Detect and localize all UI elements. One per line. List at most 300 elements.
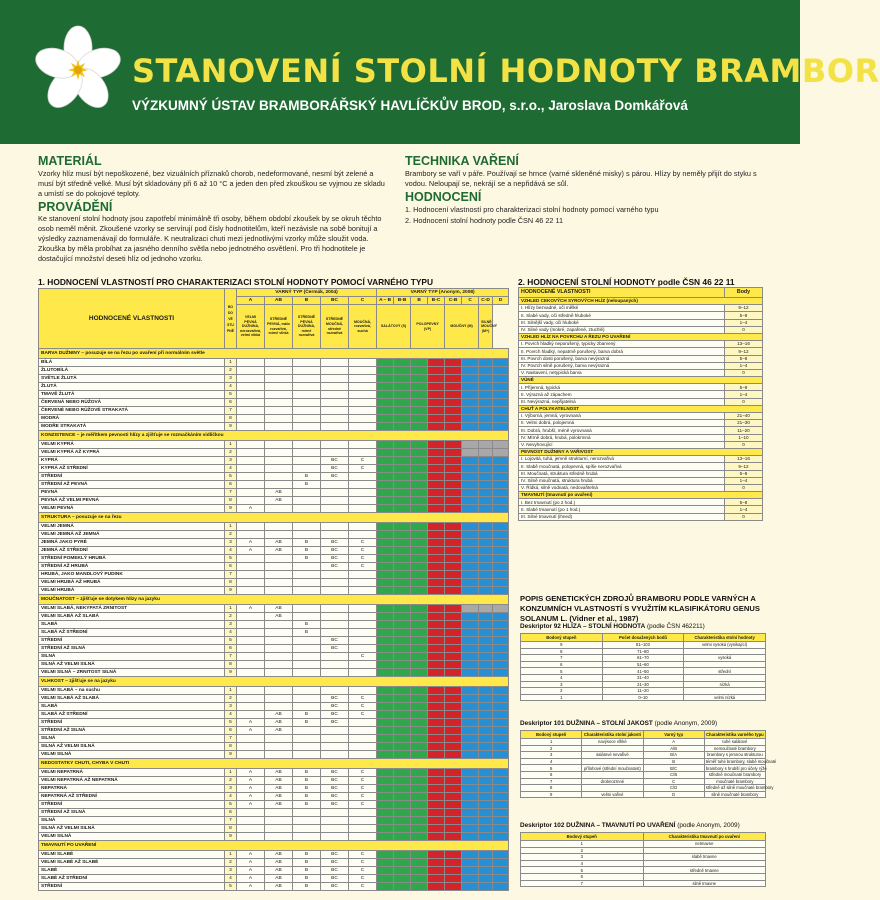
vt1-cell xyxy=(321,407,349,415)
vt1-cell xyxy=(293,531,321,539)
vt1-cell: BC xyxy=(321,719,349,727)
degree-value: 9 xyxy=(225,423,237,431)
table2-group-row xyxy=(519,298,763,305)
vt2-color-cell xyxy=(445,531,462,539)
vt1-cell xyxy=(349,751,377,759)
descriptor-cell: moučnaté brambory xyxy=(704,778,765,785)
vt2-color-cell xyxy=(394,399,411,407)
property-label: III. Silnější vady, oči hluboké xyxy=(519,319,725,326)
vt1-code: C xyxy=(349,297,377,305)
vt1-cell xyxy=(265,449,293,457)
vt2-color-cell xyxy=(462,703,479,711)
degree-value: 6 xyxy=(225,645,237,653)
vt2-color-cell xyxy=(462,367,479,375)
descriptor-cell: 41–50 xyxy=(602,668,684,675)
property-label: II. Povrch hladký, nepatrně porušený, barva dobrá xyxy=(519,348,725,355)
vt2-color-cell xyxy=(479,383,493,391)
vt2-color-cell xyxy=(377,457,394,465)
table1-row xyxy=(39,785,509,793)
vt2-color-cell xyxy=(411,669,428,677)
vt1-cell xyxy=(349,391,377,399)
vt2-color-cell xyxy=(411,605,428,613)
property-label: V. Řídká, silně vodnatá, nedovařitelná xyxy=(519,484,725,491)
vt2-color-cell xyxy=(445,743,462,751)
vt1-cell xyxy=(349,415,377,423)
property-label: STŘEDNÍ xyxy=(39,801,225,809)
vt1-cell: BC xyxy=(321,457,349,465)
vt2-color-cell xyxy=(462,743,479,751)
property-label: STŘEDNÍ POMEKLÝ HRUBÁ xyxy=(39,555,225,563)
degree-value: 2 xyxy=(225,695,237,703)
vt2-color-cell xyxy=(377,735,394,743)
vt2-color-cell xyxy=(462,751,479,759)
vt2-color-cell xyxy=(394,359,411,367)
vt2-color-cell xyxy=(428,399,445,407)
descriptor-cell: přílohové (střední moučnatost) xyxy=(582,765,643,772)
vt2-color-cell xyxy=(411,661,428,669)
vt2-color-cell xyxy=(428,653,445,661)
vt1-cell xyxy=(293,391,321,399)
vt2-color-cell xyxy=(428,793,445,801)
vt1-cell xyxy=(237,375,265,383)
vt1-cell xyxy=(237,399,265,407)
vt2-color-cell xyxy=(445,809,462,817)
table1-row xyxy=(39,605,509,613)
vt2-color-cell xyxy=(394,751,411,759)
property-label: V. Nastavení, netypická barva xyxy=(519,369,725,376)
descriptor-cell xyxy=(582,745,643,752)
vt2-color-cell xyxy=(428,833,445,841)
vt2-color-cell xyxy=(394,505,411,513)
vt2-color-cell xyxy=(394,645,411,653)
vt2-code: B-B xyxy=(394,297,411,305)
vt1-cell: AB xyxy=(265,777,293,785)
vt1-cell: BC xyxy=(321,793,349,801)
descriptor-cell: 7 xyxy=(521,880,644,887)
vt2-color-cell xyxy=(462,579,479,587)
vt2-color-cell xyxy=(428,547,445,555)
vt2-color-cell xyxy=(428,743,445,751)
table2-group-row xyxy=(519,377,763,384)
vt2-color-cell xyxy=(377,613,394,621)
table1-row xyxy=(39,547,509,555)
property-label: I. Bez tmavnutí (po 2 hod.) xyxy=(519,499,725,506)
vt2-color-cell xyxy=(411,391,428,399)
table1-row xyxy=(39,801,509,809)
degree-value: 2 xyxy=(225,613,237,621)
vt2-color-cell xyxy=(394,809,411,817)
vt2-color-cell xyxy=(394,825,411,833)
table1-row xyxy=(39,407,509,415)
vt2-color-cell xyxy=(445,785,462,793)
property-label: VELMI PEVNÁ xyxy=(39,505,225,513)
vt1-cell xyxy=(349,621,377,629)
vt2-color-cell xyxy=(462,719,479,727)
vt1-cell: B xyxy=(293,793,321,801)
vt1-cell xyxy=(237,621,265,629)
table2-row xyxy=(519,427,763,434)
vt2-color-cell xyxy=(394,555,411,563)
vt2-color-cell xyxy=(493,859,509,867)
vt1-cell xyxy=(237,653,265,661)
vt1-cell: A xyxy=(237,777,265,785)
vt2-color-cell xyxy=(493,817,509,825)
property-label: IV. Mírně dobrá, hrubá, polokrmná xyxy=(519,434,725,441)
vt2-color-cell xyxy=(428,883,445,891)
vt2-color-cell xyxy=(479,497,493,505)
vt1-cell: BC xyxy=(321,547,349,555)
vt2-color-cell xyxy=(479,613,493,621)
group-label: TMAVNUTÍ PO UVAŘENÍ xyxy=(39,841,509,851)
table1-row xyxy=(39,383,509,391)
vt2-color-cell xyxy=(394,833,411,841)
descriptor-cell: 8 xyxy=(521,785,582,792)
vt2-color-cell xyxy=(493,587,509,595)
vt2-color-cell xyxy=(445,571,462,579)
descriptor-row xyxy=(521,661,766,668)
vt2-color-cell xyxy=(411,621,428,629)
descriptor-cell: nízká xyxy=(684,681,766,688)
vt2-color-cell xyxy=(377,629,394,637)
descriptor-header: Bodový stupeň xyxy=(521,731,582,739)
table2-group-row xyxy=(519,405,763,412)
points-value: 1–4 xyxy=(725,391,763,398)
vt2-color-cell xyxy=(493,481,509,489)
vt2-color-cell xyxy=(411,473,428,481)
property-label: ČERVENÁ NEBO RŮŽOVÁ xyxy=(39,399,225,407)
vt1-cell xyxy=(265,809,293,817)
vt1-cell xyxy=(321,661,349,669)
vt2-color-cell xyxy=(462,539,479,547)
vt1-cell: BC xyxy=(321,703,349,711)
descriptor-cell xyxy=(684,674,766,681)
vt2-color-cell xyxy=(462,563,479,571)
group-label: BARVA DUŽNINY – posuzuje se na řezu po uvaření při normálním světle xyxy=(39,349,509,359)
vt2-color-cell xyxy=(479,489,493,497)
group-label: TMAVNUTÍ (tmavnutí po uvaření) xyxy=(519,492,763,499)
vt1-cell xyxy=(349,375,377,383)
vt1-cell: BC xyxy=(321,563,349,571)
vt1-cell xyxy=(321,481,349,489)
vt1-cell: C xyxy=(349,875,377,883)
vt2-color-cell xyxy=(428,851,445,859)
descriptor-cell: téměř tuhé brambory, slabě moučnaté xyxy=(705,759,777,765)
vt1-cell xyxy=(237,367,265,375)
points-value: 9–12 xyxy=(725,463,763,470)
vt2-color-cell xyxy=(445,415,462,423)
vt1-cell xyxy=(237,523,265,531)
vt2-color-cell xyxy=(377,859,394,867)
vt1-cell xyxy=(237,441,265,449)
vt2-color-cell xyxy=(462,867,479,875)
descriptor-row xyxy=(521,841,766,848)
vt2-color-cell xyxy=(428,661,445,669)
vt2-color-cell xyxy=(445,523,462,531)
header-banner xyxy=(0,0,880,144)
vt1-cell xyxy=(349,481,377,489)
vt2-color-cell xyxy=(377,423,394,431)
vt2-color-cell xyxy=(411,523,428,531)
vt2-color-cell xyxy=(479,579,493,587)
table1-row xyxy=(39,687,509,695)
vt2-color-cell xyxy=(462,489,479,497)
vt2-color-cell xyxy=(428,367,445,375)
vt2-color-cell xyxy=(428,465,445,473)
vt2-color-cell xyxy=(377,825,394,833)
vt2-color-cell xyxy=(377,605,394,613)
vt2-color-cell xyxy=(428,711,445,719)
vt1-cell xyxy=(349,383,377,391)
descriptor-header-row xyxy=(521,634,766,642)
degree-value: 7 xyxy=(225,735,237,743)
vt2-color-cell xyxy=(493,769,509,777)
vt2-color-cell xyxy=(411,833,428,841)
vt2-color-cell xyxy=(493,613,509,621)
vt2-color-cell xyxy=(377,547,394,555)
table1-row xyxy=(39,695,509,703)
vt1-cell xyxy=(237,489,265,497)
vt2-color-cell xyxy=(445,817,462,825)
vt2-color-cell xyxy=(377,875,394,883)
vt1-cell: BC xyxy=(321,769,349,777)
descriptor-cell: 6 xyxy=(521,873,644,880)
vt1-cell: A xyxy=(237,769,265,777)
vt2-color-cell xyxy=(411,465,428,473)
table1-row xyxy=(39,399,509,407)
descriptor-row xyxy=(521,771,766,778)
property-label: IV. Silné vady (mokré, zapařené, ztuchlé) xyxy=(519,326,725,333)
table1-col-header: HODNOCENÉ VLASTNOSTI xyxy=(39,289,225,349)
vt2-color-cell xyxy=(394,367,411,375)
points-value: 0 xyxy=(725,326,763,333)
vt2-color-cell xyxy=(411,785,428,793)
vt2-color-cell xyxy=(493,523,509,531)
vt2-color-cell xyxy=(462,653,479,661)
vt1-cell xyxy=(293,497,321,505)
vt1-cell xyxy=(265,825,293,833)
vt2-color-cell xyxy=(411,735,428,743)
degree-value: 8 xyxy=(225,415,237,423)
degree-value: 1 xyxy=(225,441,237,449)
vt2-color-cell xyxy=(394,669,411,677)
vt2-color-cell xyxy=(411,457,428,465)
vt1-cell xyxy=(321,825,349,833)
vt2-color-cell xyxy=(377,695,394,703)
vt2-color-cell xyxy=(479,465,493,473)
group-label: NEDOSTATKY CHUTI, CHYBA V CHUTI xyxy=(39,759,509,769)
descriptor-cell: 8 xyxy=(521,648,603,655)
property-label: VELMI SILNÁ – ZRNITOST SILNÁ xyxy=(39,669,225,677)
vt2-color-cell xyxy=(445,793,462,801)
vt1-cell xyxy=(265,359,293,367)
vt2-color-cell xyxy=(394,851,411,859)
vt1-cell: AB xyxy=(265,859,293,867)
descriptor-row xyxy=(521,745,766,752)
table1-row xyxy=(39,375,509,383)
property-label: SLABÉ AŽ STŘEDNÍ xyxy=(39,875,225,883)
vt1-cell: A xyxy=(237,883,265,891)
vt1-cell xyxy=(349,489,377,497)
vt1-cell xyxy=(349,359,377,367)
vt2-color-cell xyxy=(428,497,445,505)
vt2-color-cell xyxy=(493,555,509,563)
vt1-cell: A xyxy=(237,785,265,793)
vt2-color-cell xyxy=(377,833,394,841)
vt1-cell xyxy=(349,669,377,677)
vt1-cell: C xyxy=(349,457,377,465)
vt1-cell: A xyxy=(237,719,265,727)
vt2-color-cell xyxy=(377,555,394,563)
evaluation-item-2: 2. Hodnocení stolní hodnoty podle ČSN 46 22 11 xyxy=(405,216,564,225)
vt1-cell xyxy=(237,833,265,841)
table1-row xyxy=(39,497,509,505)
vt1-cell xyxy=(349,523,377,531)
points-value: 11–20 xyxy=(725,427,763,434)
vt2-color-cell xyxy=(479,661,493,669)
vt2-color-cell xyxy=(428,523,445,531)
table1-row xyxy=(39,751,509,759)
property-label: STŘEDNÍ AŽ SILNÁ xyxy=(39,809,225,817)
vt2-color-cell xyxy=(445,695,462,703)
vt2-color-cell xyxy=(479,637,493,645)
descriptor-row xyxy=(521,778,766,785)
table1-row xyxy=(39,629,509,637)
vt2-color-cell xyxy=(462,531,479,539)
vt2-color-cell xyxy=(411,481,428,489)
vt1-code: A xyxy=(237,297,265,305)
vt2-color-cell xyxy=(411,703,428,711)
vt1-cell xyxy=(321,523,349,531)
vt2-color-cell xyxy=(428,703,445,711)
degree-value: 9 xyxy=(225,833,237,841)
vt2-color-cell xyxy=(479,621,493,629)
vt2-color-cell xyxy=(411,645,428,653)
points-value: 0 xyxy=(725,513,763,520)
vt1-cell: A xyxy=(237,801,265,809)
vt2-color-cell xyxy=(493,833,509,841)
vt2-color-cell xyxy=(462,687,479,695)
vt2-color-cell xyxy=(462,883,479,891)
vt1-cell xyxy=(293,809,321,817)
degree-value: 3 xyxy=(225,539,237,547)
vt2-color-cell xyxy=(377,579,394,587)
descriptor-row xyxy=(521,688,766,695)
descriptor-cell: 4 xyxy=(521,674,603,681)
vt1-cell xyxy=(265,751,293,759)
vt2-color-cell xyxy=(479,859,493,867)
descriptor-row xyxy=(521,739,766,746)
table2-row xyxy=(519,355,763,362)
vt1-cell xyxy=(237,825,265,833)
table1-row xyxy=(39,359,509,367)
descriptor-cell: 6 xyxy=(521,661,603,668)
property-label: SILNÁ xyxy=(39,735,225,743)
degree-value: 2 xyxy=(225,777,237,785)
table1-row xyxy=(39,613,509,621)
vt2-color-cell xyxy=(479,735,493,743)
vt2-code: B xyxy=(411,297,428,305)
vt2-color-cell xyxy=(377,473,394,481)
vt1-cell: AB xyxy=(265,875,293,883)
vt1-cell xyxy=(349,497,377,505)
vt2-color-cell xyxy=(462,695,479,703)
vt2-color-cell xyxy=(377,851,394,859)
descriptor-cell: 61–70 xyxy=(602,655,684,662)
property-label: JEMNÁ AŽ STŘEDNÍ xyxy=(39,547,225,555)
degree-value: 1 xyxy=(225,523,237,531)
vt1-cell: C xyxy=(349,555,377,563)
vt1-cell xyxy=(265,555,293,563)
vt2-color-cell xyxy=(462,777,479,785)
degree-value: 4 xyxy=(225,629,237,637)
vt1-cell xyxy=(293,465,321,473)
vt1-cell: B xyxy=(293,481,321,489)
table1-row xyxy=(39,883,509,891)
vt2-color-cell xyxy=(428,777,445,785)
vt1-cell xyxy=(265,423,293,431)
descriptor-row xyxy=(521,648,766,655)
vt2-color-cell xyxy=(462,481,479,489)
vt2-color-cell xyxy=(377,785,394,793)
vt1-cell xyxy=(349,629,377,637)
property-label: I. Povrch hladký neporušený, typicky zbarvený xyxy=(519,341,725,348)
vt1-cell xyxy=(293,359,321,367)
descriptor-row xyxy=(521,681,766,688)
vt2-color-cell xyxy=(445,703,462,711)
vt2-color-cell xyxy=(445,687,462,695)
degree-value: 9 xyxy=(225,751,237,759)
table2-row xyxy=(519,413,763,420)
vt1-cell xyxy=(349,833,377,841)
property-label: STŘEDNÍ xyxy=(39,473,225,481)
vt2-color-cell xyxy=(377,531,394,539)
vt1-cell xyxy=(349,825,377,833)
vt2-color-cell xyxy=(411,851,428,859)
descriptor-row xyxy=(521,752,766,759)
vt2-color-cell xyxy=(411,859,428,867)
vt1-cell xyxy=(265,817,293,825)
property-label: VELMI SLABÉ AŽ SLABÉ xyxy=(39,859,225,867)
vt2-color-cell xyxy=(493,457,509,465)
vt1-cell xyxy=(265,391,293,399)
vt1-cell: BC xyxy=(321,465,349,473)
group-label: VZHLED HLÍZ NA POVRCHU A ŘEZU PO UVAŘENÍ xyxy=(519,333,763,340)
property-label: II. Velmi dobrá, polojemná xyxy=(519,420,725,427)
descriptor-cell: 81–103 xyxy=(602,642,684,649)
vt2-color-cell xyxy=(479,817,493,825)
vt1-cell: B xyxy=(293,539,321,547)
descriptor-cell: slabě tmavne xyxy=(643,854,766,861)
descriptor-102-table xyxy=(520,832,766,887)
vt2-color-cell xyxy=(462,629,479,637)
vt2-color-cell xyxy=(394,547,411,555)
potato-flower-logo-icon xyxy=(38,22,118,118)
table1-title: 1. HODNOCENÍ VLASTNOSTÍ PRO CHARAKTERIZACI STOLNÍ HODNOTY POMOCÍ VARNÉHO TYPU xyxy=(38,277,434,287)
table2-row xyxy=(519,477,763,484)
vt2-color-cell xyxy=(428,875,445,883)
vt1-cell xyxy=(265,653,293,661)
descriptor-cell: 4 xyxy=(521,758,582,765)
vt2-color-cell xyxy=(394,605,411,613)
vt2-color-cell xyxy=(411,777,428,785)
descriptor-cell: silně tmavne xyxy=(643,880,766,887)
vt2-color-cell xyxy=(479,769,493,777)
vt2-color-cell xyxy=(394,777,411,785)
descriptor-cell: 51–60 xyxy=(602,661,684,668)
vt2-color-cell xyxy=(479,375,493,383)
vt2-color-cell xyxy=(479,743,493,751)
vt2-color-cell xyxy=(493,727,509,735)
